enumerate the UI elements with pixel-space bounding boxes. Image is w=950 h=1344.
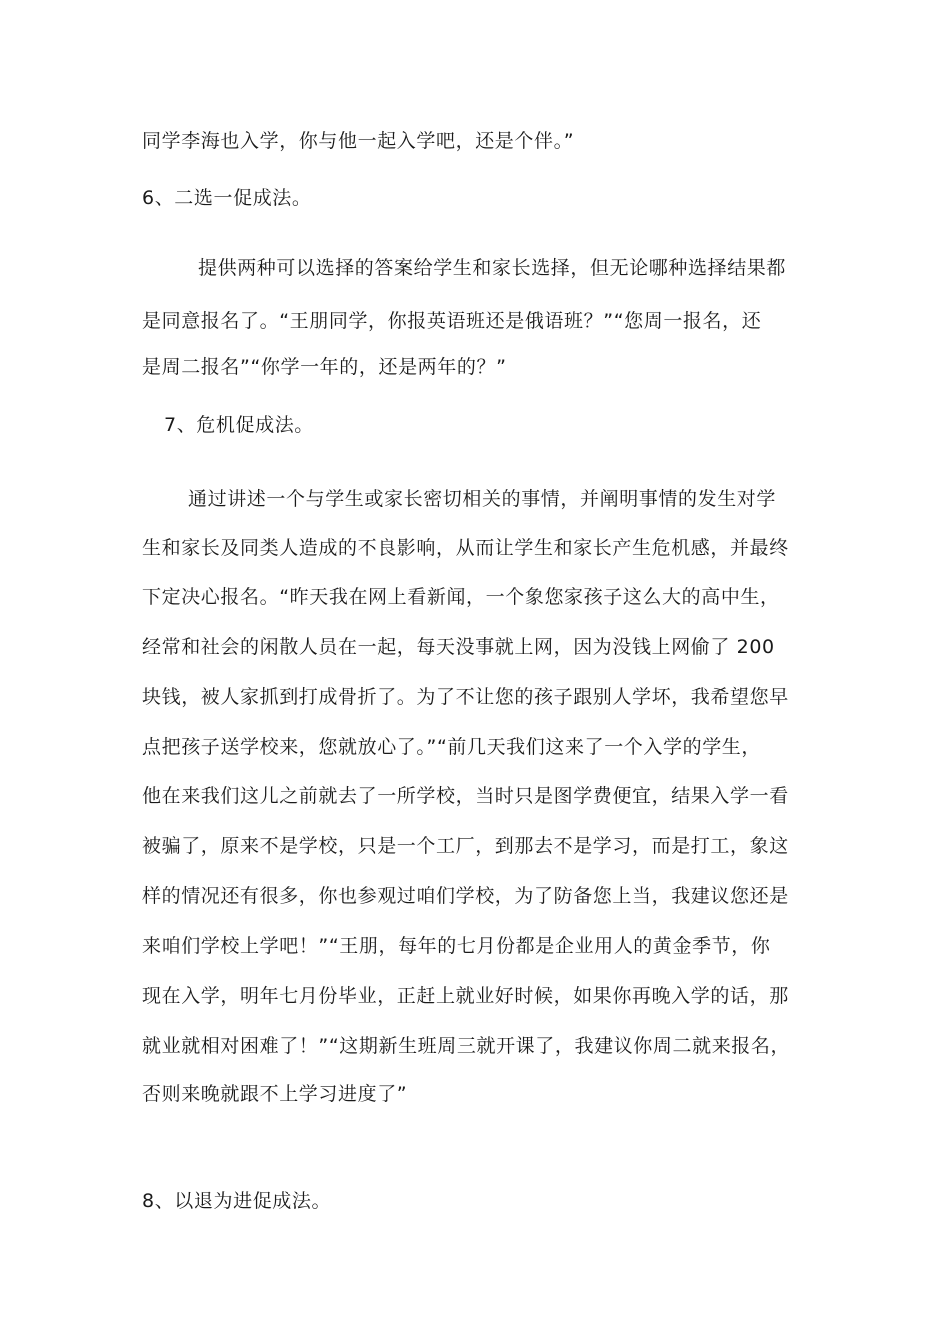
paragraph-line: 下定决心报名。“昨天我在网上看新闻，一个象您家孩子这么大的高中生， [142, 586, 780, 608]
paragraph-line: 是同意报名了。“王朋同学，你报英语班还是俄语班？”“您周一报名，还 [142, 310, 762, 332]
paragraph-line: 生和家长及同类人造成的不良影响，从而让学生和家长产生危机感，并最终 [142, 537, 789, 559]
text-line: 同学李海也入学，你与他一起入学吧，还是个伴。” [142, 130, 575, 152]
paragraph-line: 经常和社会的闲散人员在一起，每天没事就上网，因为没钱上网偷了 200 [142, 636, 775, 658]
section-heading-6: 6、二选一促成法。 [142, 187, 312, 209]
paragraph-line: 来咱们学校上学吧！”“王朋，每年的七月份都是企业用人的黄金季节，你 [142, 935, 771, 957]
paragraph-line: 样的情况还有很多，你也参观过咱们学校，为了防备您上当，我建议您还是 [142, 885, 789, 907]
paragraph-line: 否则来晚就跟不上学习进度了” [142, 1083, 408, 1105]
paragraph-line: 就业就相对困难了！”“这期新生班周三就开课了，我建议你周二就来报名， [142, 1035, 791, 1057]
paragraph-line: 块钱，被人家抓到打成骨折了。为了不让您的孩子跟别人学坏，我希望您早 [142, 686, 789, 708]
paragraph-line: 他在来我们这儿之前就去了一所学校，当时只是图学费便宜，结果入学一看 [142, 785, 789, 807]
paragraph-line: 被骗了，原来不是学校，只是一个工厂，到那去不是学习，而是打工，象这 [142, 835, 789, 857]
section-heading-8: 8、以退为进促成法。 [142, 1190, 332, 1212]
paragraph-line: 点把孩子送学校来，您就放心了。”“前几天我们这来了一个入学的学生， [142, 736, 761, 758]
paragraph-line: 现在入学，明年七月份毕业，正赶上就业好时候，如果你再晚入学的话，那 [142, 985, 789, 1007]
paragraph-line: 提供两种可以选择的答案给学生和家长选择，但无论哪种选择结果都 [198, 257, 787, 279]
paragraph-line: 通过讲述一个与学生或家长密切相关的事情，并阐明事情的发生对学 [188, 488, 777, 510]
paragraph-line: 是周二报名”“你学一年的，还是两年的？” [142, 356, 507, 378]
section-heading-7: 7、危机促成法。 [164, 414, 314, 436]
